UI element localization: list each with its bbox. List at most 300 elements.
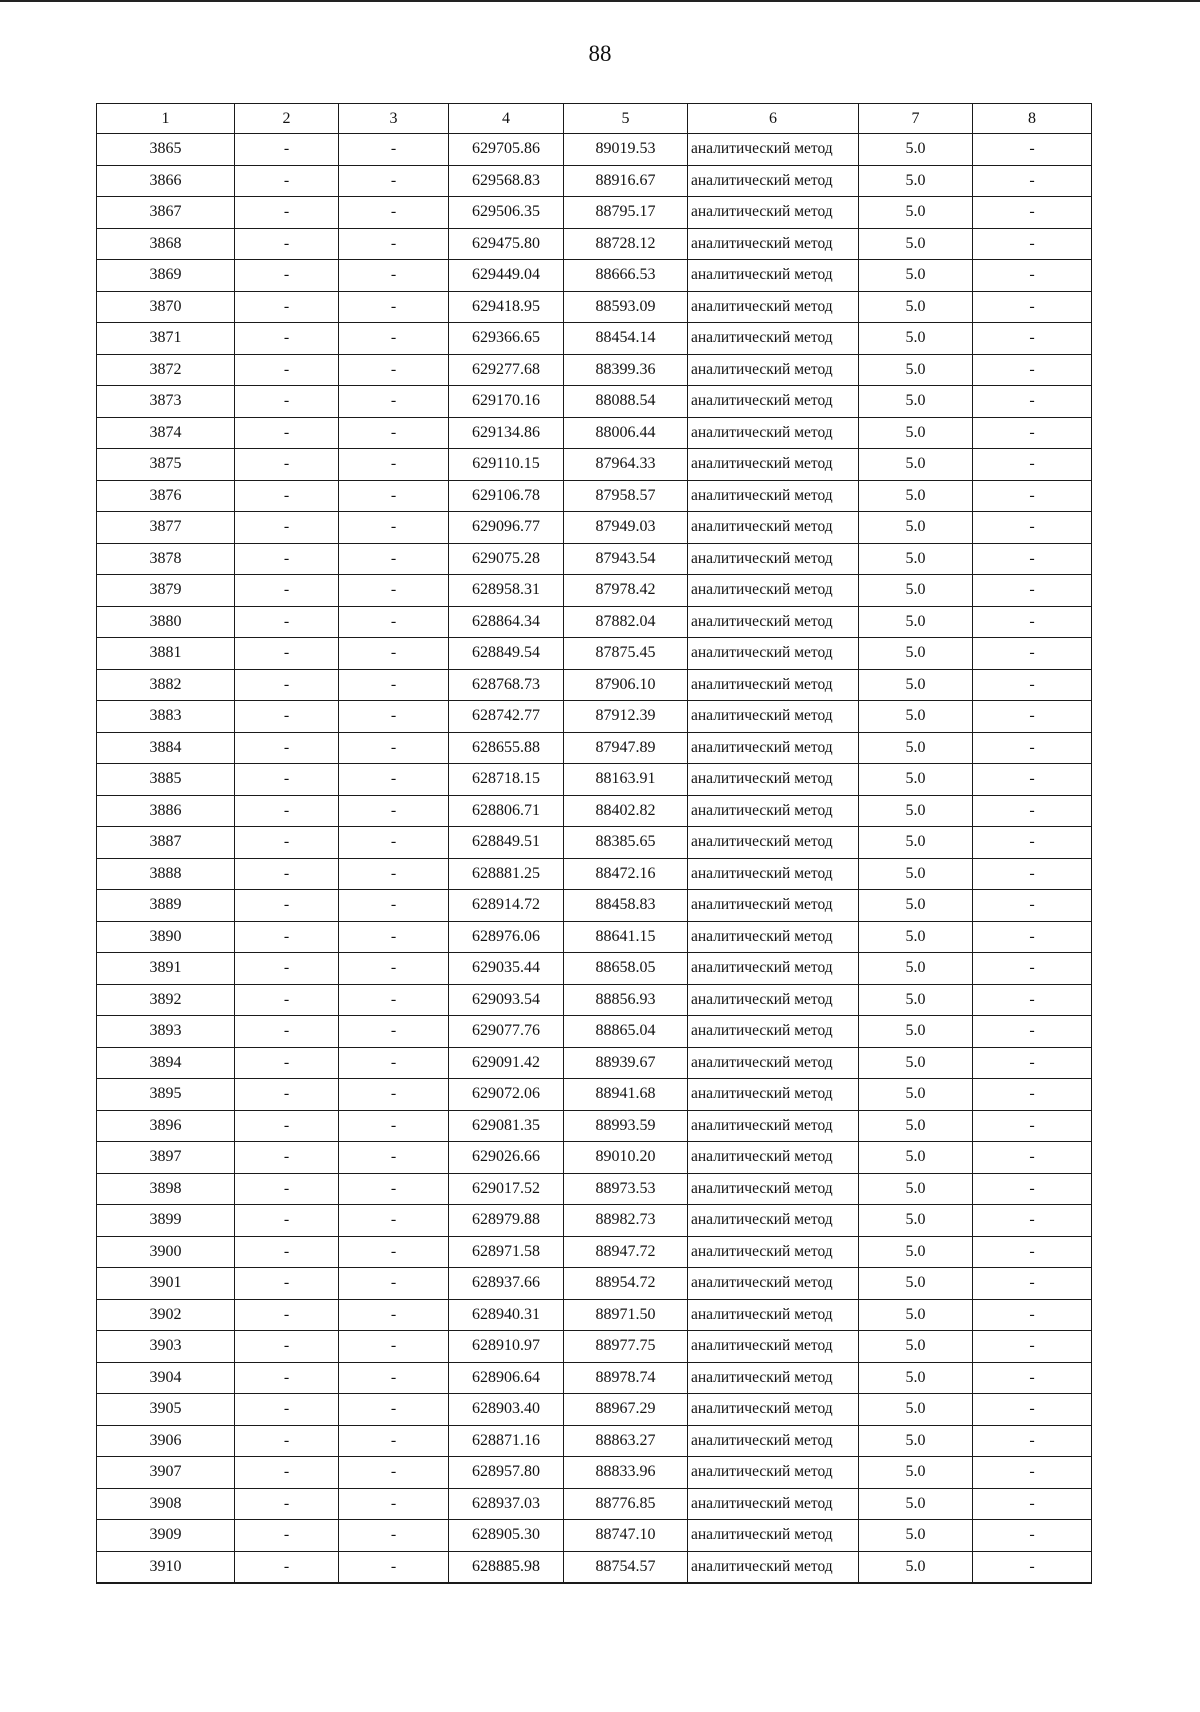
- point-number-cell: 3908: [97, 1488, 235, 1520]
- table-row: [97, 323, 1092, 355]
- y-coordinate-cell: 87875.45: [564, 638, 688, 670]
- col3-cell: -: [339, 732, 449, 764]
- col2-cell: -: [235, 449, 339, 481]
- accuracy-cell: 5.0: [859, 732, 973, 764]
- page-number: 88: [588, 41, 612, 66]
- method-cell: аналитический метод: [688, 858, 859, 890]
- col8-cell: -: [973, 480, 1092, 512]
- x-coordinate-cell: 628937.66: [449, 1268, 564, 1300]
- col3-cell: -: [339, 1016, 449, 1048]
- x-coordinate-cell: 628914.72: [449, 890, 564, 922]
- accuracy-cell: 5.0: [859, 449, 973, 481]
- y-coordinate-cell: 88954.72: [564, 1268, 688, 1300]
- point-number-cell: 3870: [97, 291, 235, 323]
- col8-cell: -: [973, 606, 1092, 638]
- point-number-cell: 3884: [97, 732, 235, 764]
- col3-cell: -: [339, 165, 449, 197]
- x-coordinate-cell: 629506.35: [449, 197, 564, 229]
- point-number-cell: 3886: [97, 795, 235, 827]
- method-cell: аналитический метод: [688, 480, 859, 512]
- col8-cell: -: [973, 1488, 1092, 1520]
- accuracy-cell: 5.0: [859, 1268, 973, 1300]
- col8-cell: -: [973, 1236, 1092, 1268]
- x-coordinate-cell: 628903.40: [449, 1394, 564, 1426]
- accuracy-cell: 5.0: [859, 543, 973, 575]
- col3-cell: -: [339, 197, 449, 229]
- col3-cell: -: [339, 890, 449, 922]
- col2-cell: -: [235, 1457, 339, 1489]
- method-cell: аналитический метод: [688, 1079, 859, 1111]
- point-number-cell: 3868: [97, 228, 235, 260]
- point-number-cell: 3900: [97, 1236, 235, 1268]
- col2-cell: -: [235, 1173, 339, 1205]
- col2-cell: -: [235, 701, 339, 733]
- x-coordinate-cell: 628958.31: [449, 575, 564, 607]
- x-coordinate-cell: 629091.42: [449, 1047, 564, 1079]
- col3-cell: -: [339, 1394, 449, 1426]
- col3-cell: -: [339, 354, 449, 386]
- col3-cell: -: [339, 1268, 449, 1300]
- point-number-cell: 3896: [97, 1110, 235, 1142]
- col2-cell: -: [235, 386, 339, 418]
- accuracy-cell: 5.0: [859, 1331, 973, 1363]
- y-coordinate-cell: 88747.10: [564, 1520, 688, 1552]
- page-top-border: [0, 0, 1200, 2]
- method-cell: аналитический метод: [688, 1047, 859, 1079]
- y-coordinate-cell: 88666.53: [564, 260, 688, 292]
- method-cell: аналитический метод: [688, 1331, 859, 1363]
- accuracy-cell: 5.0: [859, 1425, 973, 1457]
- method-cell: аналитический метод: [688, 890, 859, 922]
- col3-cell: -: [339, 1331, 449, 1363]
- y-coordinate-cell: 88593.09: [564, 291, 688, 323]
- accuracy-cell: 5.0: [859, 890, 973, 922]
- col3-cell: -: [339, 1520, 449, 1552]
- col2-cell: -: [235, 1142, 339, 1174]
- accuracy-cell: 5.0: [859, 575, 973, 607]
- point-number-cell: 3877: [97, 512, 235, 544]
- x-coordinate-cell: 629093.54: [449, 984, 564, 1016]
- point-number-cell: 3875: [97, 449, 235, 481]
- col3-cell: -: [339, 669, 449, 701]
- method-cell: аналитический метод: [688, 323, 859, 355]
- method-cell: аналитический метод: [688, 543, 859, 575]
- table-row: [97, 449, 1092, 481]
- col8-cell: -: [973, 858, 1092, 890]
- table-row: [97, 890, 1092, 922]
- col2-cell: -: [235, 827, 339, 859]
- table-row: [97, 1142, 1092, 1174]
- x-coordinate-cell: 629170.16: [449, 386, 564, 418]
- point-number-cell: 3879: [97, 575, 235, 607]
- y-coordinate-cell: 88982.73: [564, 1205, 688, 1237]
- method-cell: аналитический метод: [688, 1142, 859, 1174]
- col8-cell: -: [973, 669, 1092, 701]
- col2-cell: -: [235, 1362, 339, 1394]
- table-row: [97, 858, 1092, 890]
- col3-cell: -: [339, 512, 449, 544]
- col3-cell: -: [339, 260, 449, 292]
- col3-cell: -: [339, 386, 449, 418]
- col3-cell: -: [339, 795, 449, 827]
- method-cell: аналитический метод: [688, 1551, 859, 1583]
- x-coordinate-cell: 629026.66: [449, 1142, 564, 1174]
- x-coordinate-cell: 628655.88: [449, 732, 564, 764]
- col3-cell: -: [339, 1047, 449, 1079]
- y-coordinate-cell: 88385.65: [564, 827, 688, 859]
- col2-cell: -: [235, 291, 339, 323]
- col8-cell: -: [973, 1205, 1092, 1237]
- col2-cell: -: [235, 417, 339, 449]
- y-coordinate-cell: 88163.91: [564, 764, 688, 796]
- col2-cell: -: [235, 1299, 339, 1331]
- col2-cell: -: [235, 228, 339, 260]
- point-number-cell: 3873: [97, 386, 235, 418]
- col2-cell: -: [235, 165, 339, 197]
- accuracy-cell: 5.0: [859, 417, 973, 449]
- col8-cell: -: [973, 1457, 1092, 1489]
- col8-cell: -: [973, 354, 1092, 386]
- col2-cell: -: [235, 1551, 339, 1583]
- col8-cell: -: [973, 1362, 1092, 1394]
- point-number-cell: 3872: [97, 354, 235, 386]
- col3-cell: -: [339, 449, 449, 481]
- accuracy-cell: 5.0: [859, 701, 973, 733]
- col8-cell: -: [973, 291, 1092, 323]
- col8-cell: -: [973, 386, 1092, 418]
- y-coordinate-cell: 88754.57: [564, 1551, 688, 1583]
- column-header: 6: [688, 104, 859, 134]
- point-number-cell: 3903: [97, 1331, 235, 1363]
- table-row: [97, 795, 1092, 827]
- y-coordinate-cell: 88941.68: [564, 1079, 688, 1111]
- y-coordinate-cell: 89019.53: [564, 134, 688, 166]
- x-coordinate-cell: 629110.15: [449, 449, 564, 481]
- y-coordinate-cell: 88454.14: [564, 323, 688, 355]
- col2-cell: -: [235, 575, 339, 607]
- accuracy-cell: 5.0: [859, 858, 973, 890]
- y-coordinate-cell: 88971.50: [564, 1299, 688, 1331]
- accuracy-cell: 5.0: [859, 323, 973, 355]
- col8-cell: -: [973, 1520, 1092, 1552]
- accuracy-cell: 5.0: [859, 512, 973, 544]
- table-row: [97, 984, 1092, 1016]
- accuracy-cell: 5.0: [859, 1236, 973, 1268]
- x-coordinate-cell: 628742.77: [449, 701, 564, 733]
- col2-cell: -: [235, 1268, 339, 1300]
- point-number-cell: 3888: [97, 858, 235, 890]
- accuracy-cell: 5.0: [859, 165, 973, 197]
- col8-cell: -: [973, 890, 1092, 922]
- point-number-cell: 3882: [97, 669, 235, 701]
- table-row: [97, 480, 1092, 512]
- x-coordinate-cell: 628806.71: [449, 795, 564, 827]
- accuracy-cell: 5.0: [859, 260, 973, 292]
- point-number-cell: 3885: [97, 764, 235, 796]
- y-coordinate-cell: 87978.42: [564, 575, 688, 607]
- col2-cell: -: [235, 890, 339, 922]
- table-row: [97, 638, 1092, 670]
- col2-cell: -: [235, 921, 339, 953]
- x-coordinate-cell: 628910.97: [449, 1331, 564, 1363]
- x-coordinate-cell: 628906.64: [449, 1362, 564, 1394]
- col3-cell: -: [339, 606, 449, 638]
- accuracy-cell: 5.0: [859, 480, 973, 512]
- col3-cell: -: [339, 1457, 449, 1489]
- column-header: 7: [859, 104, 973, 134]
- col3-cell: -: [339, 1236, 449, 1268]
- column-header: 2: [235, 104, 339, 134]
- method-cell: аналитический метод: [688, 638, 859, 670]
- col3-cell: -: [339, 701, 449, 733]
- x-coordinate-cell: 629366.65: [449, 323, 564, 355]
- col2-cell: -: [235, 669, 339, 701]
- y-coordinate-cell: 88833.96: [564, 1457, 688, 1489]
- x-coordinate-cell: 628885.98: [449, 1551, 564, 1583]
- column-header: 3: [339, 104, 449, 134]
- accuracy-cell: 5.0: [859, 1110, 973, 1142]
- col3-cell: -: [339, 858, 449, 890]
- col2-cell: -: [235, 1488, 339, 1520]
- col3-cell: -: [339, 575, 449, 607]
- point-number-cell: 3906: [97, 1425, 235, 1457]
- x-coordinate-cell: 629072.06: [449, 1079, 564, 1111]
- table-row: [97, 1457, 1092, 1489]
- point-number-cell: 3889: [97, 890, 235, 922]
- y-coordinate-cell: 88641.15: [564, 921, 688, 953]
- method-cell: аналитический метод: [688, 1110, 859, 1142]
- table-row: [97, 260, 1092, 292]
- point-number-cell: 3897: [97, 1142, 235, 1174]
- col3-cell: -: [339, 1488, 449, 1520]
- method-cell: аналитический метод: [688, 1457, 859, 1489]
- x-coordinate-cell: 629568.83: [449, 165, 564, 197]
- method-cell: аналитический метод: [688, 701, 859, 733]
- table-row: [97, 953, 1092, 985]
- method-cell: аналитический метод: [688, 606, 859, 638]
- table-row: [97, 291, 1092, 323]
- method-cell: аналитический метод: [688, 1362, 859, 1394]
- x-coordinate-cell: 628718.15: [449, 764, 564, 796]
- method-cell: аналитический метод: [688, 1173, 859, 1205]
- method-cell: аналитический метод: [688, 165, 859, 197]
- accuracy-cell: 5.0: [859, 1016, 973, 1048]
- x-coordinate-cell: 628971.58: [449, 1236, 564, 1268]
- col3-cell: -: [339, 228, 449, 260]
- y-coordinate-cell: 88399.36: [564, 354, 688, 386]
- accuracy-cell: 5.0: [859, 669, 973, 701]
- col2-cell: -: [235, 197, 339, 229]
- col3-cell: -: [339, 984, 449, 1016]
- col8-cell: -: [973, 512, 1092, 544]
- point-number-cell: 3898: [97, 1173, 235, 1205]
- method-cell: аналитический метод: [688, 1299, 859, 1331]
- point-number-cell: 3865: [97, 134, 235, 166]
- y-coordinate-cell: 88458.83: [564, 890, 688, 922]
- col3-cell: -: [339, 953, 449, 985]
- method-cell: аналитический метод: [688, 291, 859, 323]
- accuracy-cell: 5.0: [859, 1362, 973, 1394]
- method-cell: аналитический метод: [688, 512, 859, 544]
- col2-cell: -: [235, 1079, 339, 1111]
- col3-cell: -: [339, 1205, 449, 1237]
- accuracy-cell: 5.0: [859, 1299, 973, 1331]
- y-coordinate-cell: 88856.93: [564, 984, 688, 1016]
- col8-cell: -: [973, 1551, 1092, 1583]
- accuracy-cell: 5.0: [859, 197, 973, 229]
- x-coordinate-cell: 629035.44: [449, 953, 564, 985]
- coordinates-table: [96, 103, 1092, 1584]
- col8-cell: -: [973, 984, 1092, 1016]
- x-coordinate-cell: 628979.88: [449, 1205, 564, 1237]
- method-cell: аналитический метод: [688, 921, 859, 953]
- point-number-cell: 3895: [97, 1079, 235, 1111]
- accuracy-cell: 5.0: [859, 134, 973, 166]
- col8-cell: -: [973, 197, 1092, 229]
- table-row: [97, 1551, 1092, 1583]
- table-row: [97, 1425, 1092, 1457]
- table-row: [97, 543, 1092, 575]
- accuracy-cell: 5.0: [859, 291, 973, 323]
- column-header: 8: [973, 104, 1092, 134]
- method-cell: аналитический метод: [688, 953, 859, 985]
- x-coordinate-cell: 628881.25: [449, 858, 564, 890]
- col2-cell: -: [235, 858, 339, 890]
- col8-cell: -: [973, 638, 1092, 670]
- column-header: 1: [97, 104, 235, 134]
- method-cell: аналитический метод: [688, 1268, 859, 1300]
- point-number-cell: 3878: [97, 543, 235, 575]
- point-number-cell: 3871: [97, 323, 235, 355]
- x-coordinate-cell: 628940.31: [449, 1299, 564, 1331]
- y-coordinate-cell: 87958.57: [564, 480, 688, 512]
- y-coordinate-cell: 88402.82: [564, 795, 688, 827]
- col3-cell: -: [339, 1362, 449, 1394]
- y-coordinate-cell: 87943.54: [564, 543, 688, 575]
- point-number-cell: 3883: [97, 701, 235, 733]
- point-number-cell: 3881: [97, 638, 235, 670]
- table-row: [97, 1394, 1092, 1426]
- col8-cell: -: [973, 921, 1092, 953]
- method-cell: аналитический метод: [688, 260, 859, 292]
- column-header: 5: [564, 104, 688, 134]
- col3-cell: -: [339, 921, 449, 953]
- method-cell: аналитический метод: [688, 827, 859, 859]
- point-number-cell: 3907: [97, 1457, 235, 1489]
- method-cell: аналитический метод: [688, 386, 859, 418]
- x-coordinate-cell: 628905.30: [449, 1520, 564, 1552]
- point-number-cell: 3909: [97, 1520, 235, 1552]
- table-row: [97, 921, 1092, 953]
- table-row: [97, 417, 1092, 449]
- x-coordinate-cell: 629475.80: [449, 228, 564, 260]
- x-coordinate-cell: 628864.34: [449, 606, 564, 638]
- col2-cell: -: [235, 606, 339, 638]
- y-coordinate-cell: 88993.59: [564, 1110, 688, 1142]
- col3-cell: -: [339, 764, 449, 796]
- table-row: [97, 134, 1092, 166]
- y-coordinate-cell: 87882.04: [564, 606, 688, 638]
- y-coordinate-cell: 87947.89: [564, 732, 688, 764]
- col8-cell: -: [973, 543, 1092, 575]
- table-row: [97, 1110, 1092, 1142]
- col3-cell: -: [339, 1173, 449, 1205]
- accuracy-cell: 5.0: [859, 638, 973, 670]
- point-number-cell: 3887: [97, 827, 235, 859]
- point-number-cell: 3890: [97, 921, 235, 953]
- col2-cell: -: [235, 1236, 339, 1268]
- point-number-cell: 3894: [97, 1047, 235, 1079]
- col2-cell: -: [235, 323, 339, 355]
- col2-cell: -: [235, 984, 339, 1016]
- table-row: [97, 764, 1092, 796]
- method-cell: аналитический метод: [688, 417, 859, 449]
- table-row: [97, 197, 1092, 229]
- x-coordinate-cell: 629077.76: [449, 1016, 564, 1048]
- method-cell: аналитический метод: [688, 449, 859, 481]
- x-coordinate-cell: 629075.28: [449, 543, 564, 575]
- col8-cell: -: [973, 1425, 1092, 1457]
- col2-cell: -: [235, 638, 339, 670]
- col3-cell: -: [339, 1142, 449, 1174]
- y-coordinate-cell: 88939.67: [564, 1047, 688, 1079]
- x-coordinate-cell: 629096.77: [449, 512, 564, 544]
- x-coordinate-cell: 629449.04: [449, 260, 564, 292]
- method-cell: аналитический метод: [688, 197, 859, 229]
- x-coordinate-cell: 628937.03: [449, 1488, 564, 1520]
- col2-cell: -: [235, 354, 339, 386]
- table-row: [97, 1236, 1092, 1268]
- y-coordinate-cell: 88865.04: [564, 1016, 688, 1048]
- col8-cell: -: [973, 764, 1092, 796]
- col8-cell: -: [973, 1079, 1092, 1111]
- col2-cell: -: [235, 134, 339, 166]
- method-cell: аналитический метод: [688, 228, 859, 260]
- col8-cell: -: [973, 1173, 1092, 1205]
- col3-cell: -: [339, 480, 449, 512]
- col8-cell: -: [973, 1142, 1092, 1174]
- col8-cell: -: [973, 323, 1092, 355]
- col3-cell: -: [339, 291, 449, 323]
- col8-cell: -: [973, 827, 1092, 859]
- col2-cell: -: [235, 1110, 339, 1142]
- col8-cell: -: [973, 228, 1092, 260]
- column-header: 4: [449, 104, 564, 134]
- col2-cell: -: [235, 953, 339, 985]
- y-coordinate-cell: 88967.29: [564, 1394, 688, 1426]
- accuracy-cell: 5.0: [859, 1551, 973, 1583]
- col3-cell: -: [339, 134, 449, 166]
- col2-cell: -: [235, 764, 339, 796]
- x-coordinate-cell: 628768.73: [449, 669, 564, 701]
- accuracy-cell: 5.0: [859, 228, 973, 260]
- point-number-cell: 3899: [97, 1205, 235, 1237]
- col2-cell: -: [235, 543, 339, 575]
- accuracy-cell: 5.0: [859, 1173, 973, 1205]
- table-row: [97, 1488, 1092, 1520]
- col3-cell: -: [339, 417, 449, 449]
- table-row: [97, 386, 1092, 418]
- table-row: [97, 827, 1092, 859]
- col8-cell: -: [973, 260, 1092, 292]
- col3-cell: -: [339, 543, 449, 575]
- table-row: [97, 606, 1092, 638]
- x-coordinate-cell: 628849.54: [449, 638, 564, 670]
- y-coordinate-cell: 88776.85: [564, 1488, 688, 1520]
- x-coordinate-cell: 629705.86: [449, 134, 564, 166]
- col3-cell: -: [339, 1425, 449, 1457]
- col3-cell: -: [339, 1079, 449, 1111]
